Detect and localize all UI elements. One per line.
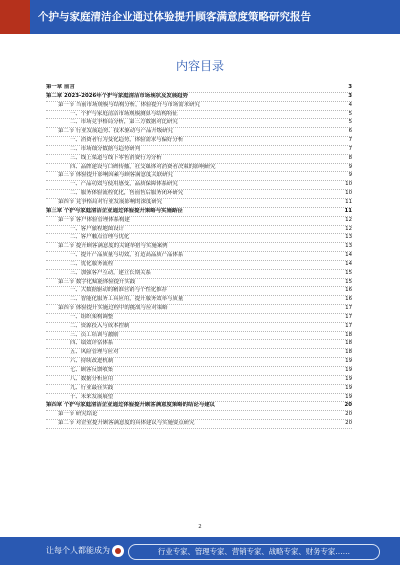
toc-chapter-row[interactable] — [46, 93, 352, 102]
toc-entry-text: 第一章 前言 — [46, 84, 75, 90]
toc-section-row[interactable] — [46, 420, 352, 429]
toc-entry-page: 19 — [345, 367, 352, 373]
toc-entry-text: 十、未来发展展望 — [70, 393, 114, 400]
toc-item-row[interactable] — [46, 332, 352, 341]
toc-entry-text: 第三节 体验提升影响因素与顾客满意度关联研究 — [58, 172, 173, 179]
toc-entry-text: 一、个护与家庭清洁市场规模测算与结构特征 — [70, 110, 178, 117]
toc-entry-page: 11 — [345, 198, 352, 205]
toc-entry-text: 九、行业最佳实践 — [70, 384, 114, 391]
toc-section-row[interactable] — [46, 102, 352, 111]
toc-entry-text: 第二节 提升顾客满意度的关键举措与实施案例 — [58, 243, 168, 250]
toc-entry-page: 4 — [348, 101, 352, 108]
toc-entry-page: 18 — [345, 349, 352, 356]
toc-entry-text: 二、智能化服务工具应用，提升服务效率与质量 — [70, 296, 184, 303]
toc-section-row[interactable] — [46, 243, 352, 252]
toc-entry-text: 三、加强客户互动，建立长期关系 — [70, 269, 151, 276]
footer-tagline: 行业专家、管理专家、营销专家、战略专家、财务专家…… — [128, 544, 380, 560]
toc-entry-text: 第一节 当前市场规模与结构分析，体验提升与市场需求研究 — [58, 101, 200, 108]
toc-entry-text: 第二节 行业发展趋势、技术驱动与产品升级研究 — [58, 128, 173, 135]
toc-item-row[interactable] — [46, 252, 352, 261]
toc-entry-page: 20 — [344, 402, 352, 409]
toc-entry-page: 7 — [348, 137, 352, 144]
toc-item-row[interactable] — [46, 234, 352, 243]
toc-entry-page: 12 — [345, 225, 352, 232]
toc-entry-page: 7 — [348, 145, 352, 152]
toc-entry-text: 三、员工培训与激励 — [70, 331, 119, 338]
toc-item-row[interactable] — [46, 190, 352, 199]
toc-entry-page: 5 — [348, 119, 352, 126]
toc-item-row[interactable] — [46, 155, 352, 164]
toc-item-row[interactable] — [46, 146, 352, 155]
page-footer — [0, 537, 400, 565]
toc-entry-text: 第一节 研究结论 — [58, 411, 98, 418]
toc-entry-text: 第四节 竞争格局对行业发展影响的深度研究 — [58, 198, 163, 205]
toc-item-row[interactable] — [46, 323, 352, 332]
bullet-icon — [112, 545, 124, 557]
toc-entry-page: 17 — [345, 313, 352, 320]
toc-entry-page: 10 — [345, 190, 352, 197]
toc-entry-page: 18 — [345, 331, 352, 338]
toc-item-row[interactable] — [46, 376, 352, 385]
toc-entry-page: 14 — [345, 260, 352, 267]
toc-entry-page: 19 — [345, 358, 352, 365]
toc-item-row[interactable] — [46, 119, 352, 128]
toc-entry-text: 八、数据分析应用 — [70, 375, 114, 382]
toc-entry-page: 12 — [345, 216, 352, 223]
toc-entry-text: 四、绩效评估体系 — [70, 340, 114, 347]
toc-chapter-row[interactable] — [46, 84, 352, 93]
toc-entry-page: 17 — [345, 322, 352, 329]
toc-section-row[interactable] — [46, 217, 352, 226]
toc-entry-page: 13 — [345, 234, 352, 241]
toc-section-row[interactable] — [46, 279, 352, 288]
toc-item-row[interactable] — [46, 137, 352, 146]
toc-item-row[interactable] — [46, 164, 352, 173]
toc-entry-page: 5 — [348, 110, 352, 117]
toc-entry-text: 七、顾客反馈收集 — [70, 367, 114, 373]
toc-entry-text: 二、市场竞争格局分析，第三方数据对比研究 — [70, 119, 178, 126]
toc-entry-page: 18 — [345, 340, 352, 347]
footer-slogan: 让每个人都能成为 — [46, 546, 110, 555]
toc-entry-page: 11 — [344, 207, 352, 214]
toc-entry-text: 第三节 数字化赋能体验提升实践 — [58, 278, 136, 285]
toc-entry-page: 17 — [345, 305, 352, 312]
toc-chapter-row[interactable] — [46, 208, 352, 217]
toc-section-row[interactable] — [46, 199, 352, 208]
toc-entry-page: 15 — [345, 278, 352, 285]
toc-entry-text: 一、大数据驱动的精准营销与个性化推荐 — [70, 287, 168, 294]
toc-entry-page: 3 — [348, 92, 352, 99]
toc-entry-page: 19 — [345, 393, 352, 400]
toc-entry-page: 16 — [345, 287, 352, 294]
toc-section-row[interactable] — [46, 172, 352, 181]
toc-item-row[interactable] — [46, 226, 352, 235]
toc-entry-page: 10 — [345, 181, 352, 188]
toc-item-row[interactable] — [46, 340, 352, 349]
toc-entry-text: 二、资源投入与成本控制 — [70, 322, 130, 329]
toc-entry-text: 第四节 体验提升实施过程中的挑战与应对策略 — [58, 305, 168, 312]
toc-entry-text: 二、客户触点管理与优化 — [70, 234, 130, 241]
toc-entry-page: 6 — [348, 128, 352, 135]
toc-item-row[interactable] — [46, 287, 352, 296]
toc-item-row[interactable] — [46, 111, 352, 120]
toc-entry-page: 19 — [345, 375, 352, 382]
toc-entry-text: 第一节 客户体验管理体系构建 — [58, 216, 130, 223]
toc-entry-text: 第四章 个护与家庭清洁企业通过体验提升顾客满意度策略的结论与建议 — [46, 402, 215, 409]
toc-entry-text: 第二章 2023-2026年个护与家庭清洁市场现状及发展趋势 — [46, 92, 188, 99]
toc-chapter-row[interactable] — [46, 402, 352, 411]
header-accent-bar — [0, 0, 30, 34]
toc-item-row[interactable] — [46, 394, 352, 403]
report-title: 个护与家庭清洁企业通过体验提升顾客满意度策略研究报告 — [38, 11, 311, 23]
toc-entry-text: 二、服务体验流程优化，售前售后服务闭环研究 — [70, 190, 184, 197]
toc-section-row[interactable] — [46, 305, 352, 314]
toc-entry-text: 三、线上渠道与线下零售消费行为分析 — [70, 154, 162, 161]
toc-entry-text: 第三章 个护与家庭清洁企业通过体验提升策略与实施路径 — [46, 207, 183, 214]
table-of-contents — [46, 84, 352, 429]
toc-item-row[interactable] — [46, 296, 352, 305]
toc-entry-page: 15 — [345, 269, 352, 276]
toc-heading: 内容目录 — [175, 59, 224, 73]
toc-item-row[interactable] — [46, 314, 352, 323]
toc-entry-page: 13 — [345, 243, 352, 250]
toc-entry-page: 9 — [348, 163, 352, 170]
toc-entry-page: 14 — [345, 252, 352, 259]
toc-entry-page: 19 — [345, 384, 352, 391]
toc-entry-text: 六、持续改进机制 — [70, 358, 114, 365]
toc-item-row[interactable] — [46, 261, 352, 270]
toc-item-row[interactable] — [46, 385, 352, 394]
toc-entry-page: 16 — [345, 296, 352, 303]
toc-item-row[interactable] — [46, 270, 352, 279]
page-number: 2 — [198, 524, 202, 530]
toc-entry-text: 二、市场细分数据与趋势研判 — [70, 145, 141, 152]
toc-item-row[interactable] — [46, 358, 352, 367]
toc-section-row[interactable] — [46, 128, 352, 137]
toc-entry-page: 8 — [348, 154, 352, 161]
toc-entry-text: 五、风险管理与应对 — [70, 349, 119, 356]
toc-item-row[interactable] — [46, 181, 352, 190]
toc-entry-text: 一、提升产品质量与功效，打造高品质产品体系 — [70, 252, 184, 259]
toc-entry-page: 9 — [348, 172, 352, 179]
toc-entry-text: 一、产品功效与使用感受，品质保障体系研究 — [70, 181, 178, 188]
toc-entry-text: 一、消费者行为变化趋势，体验需求与偏好分析 — [70, 137, 184, 144]
toc-item-row[interactable] — [46, 367, 352, 376]
toc-entry-text: 一、客户旅程地图设计 — [70, 225, 124, 232]
toc-entry-text: 一、组织架构调整 — [70, 313, 114, 320]
toc-entry-page: 20 — [345, 420, 352, 427]
toc-entry-page: 3 — [348, 84, 352, 90]
toc-entry-text: 第二节 对企业提升顾客满意度的具体建议与实施要点研究 — [58, 420, 195, 427]
page-header — [0, 0, 400, 34]
toc-entry-page: 20 — [345, 411, 352, 418]
toc-item-row[interactable] — [46, 349, 352, 358]
toc-entry-text: 四、品牌建设与口碑传播，社交媒体对消费者决策的影响研究 — [70, 163, 216, 170]
toc-section-row[interactable] — [46, 411, 352, 420]
toc-entry-text: 二、优化服务流程 — [70, 260, 114, 267]
